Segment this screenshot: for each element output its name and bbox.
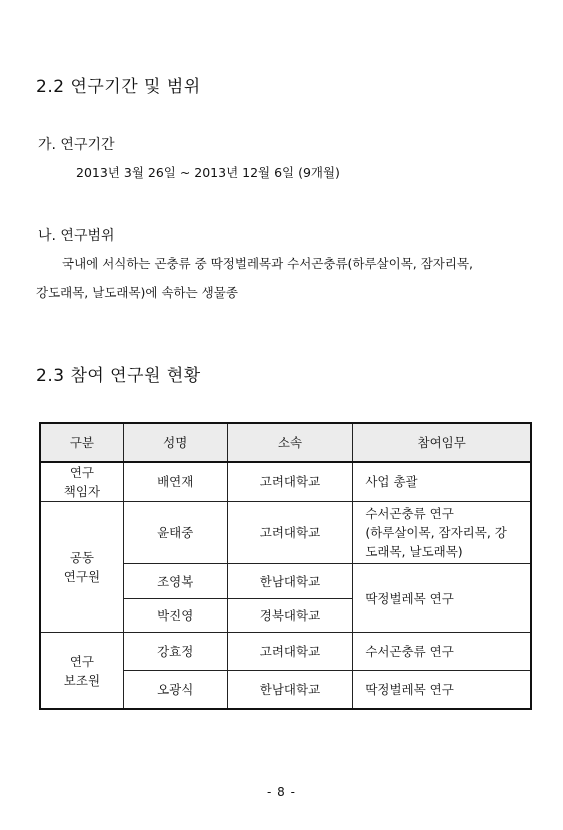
duty-cell-merged: 딱정벌레목 연구 xyxy=(353,564,531,633)
affiliation-cell: 경북대학교 xyxy=(227,599,353,633)
affiliation-cell: 한남대학교 xyxy=(227,564,353,599)
affiliation-cell: 한남대학교 xyxy=(227,671,353,709)
duty-cell: 사업 총괄 xyxy=(353,462,531,502)
table-row xyxy=(41,502,531,564)
page-number: - 8 - xyxy=(267,785,296,799)
duty-cell: 수서곤충류 연구 (하루살이목, 잠자리목, 강 도래목, 날도래목) xyxy=(353,502,531,564)
name-cell: 강효정 xyxy=(123,633,227,671)
duty-cell: 딱정벌레목 연구 xyxy=(353,671,531,709)
header-affiliation: 소속 xyxy=(227,424,353,462)
group-cell-lead: 연구 책임자 xyxy=(41,462,124,502)
subheading-research-scope: 나. 연구범위 xyxy=(38,228,115,244)
name-cell: 윤태중 xyxy=(123,502,227,564)
section-title-2-2: 2.2 연구기간 및 범위 xyxy=(36,77,201,97)
name-cell: 오광식 xyxy=(123,671,227,709)
research-period-text: 2013년 3월 26일 ~ 2013년 12월 6일 (9개월) xyxy=(76,165,340,180)
table-row xyxy=(41,633,531,671)
group-cell-joint: 공동 연구원 xyxy=(41,502,124,633)
research-scope-line-1: 국내에 서식하는 곤충류 중 딱정벌레목과 수서곤충류(하루살이목, 잠자리목, xyxy=(62,256,473,271)
table-header-row xyxy=(41,424,531,462)
section-title-2-3: 2.3 참여 연구원 현황 xyxy=(36,366,201,386)
table-row xyxy=(41,462,531,502)
name-cell: 박진영 xyxy=(123,599,227,633)
affiliation-cell: 고려대학교 xyxy=(227,502,353,564)
affiliation-cell: 고려대학교 xyxy=(227,633,353,671)
name-cell: 배연재 xyxy=(123,462,227,502)
header-category: 구분 xyxy=(41,424,124,462)
header-duty: 참여임무 xyxy=(353,424,531,462)
research-scope-line-2: 강도래목, 날도래목)에 속하는 생물종 xyxy=(36,285,238,300)
participants-table xyxy=(40,423,531,709)
group-cell-assist: 연구 보조원 xyxy=(41,633,124,709)
affiliation-cell: 고려대학교 xyxy=(227,462,353,502)
name-cell: 조영복 xyxy=(123,564,227,599)
duty-cell: 수서곤충류 연구 xyxy=(353,633,531,671)
subheading-research-period: 가. 연구기간 xyxy=(38,137,115,153)
header-name: 성명 xyxy=(123,424,227,462)
